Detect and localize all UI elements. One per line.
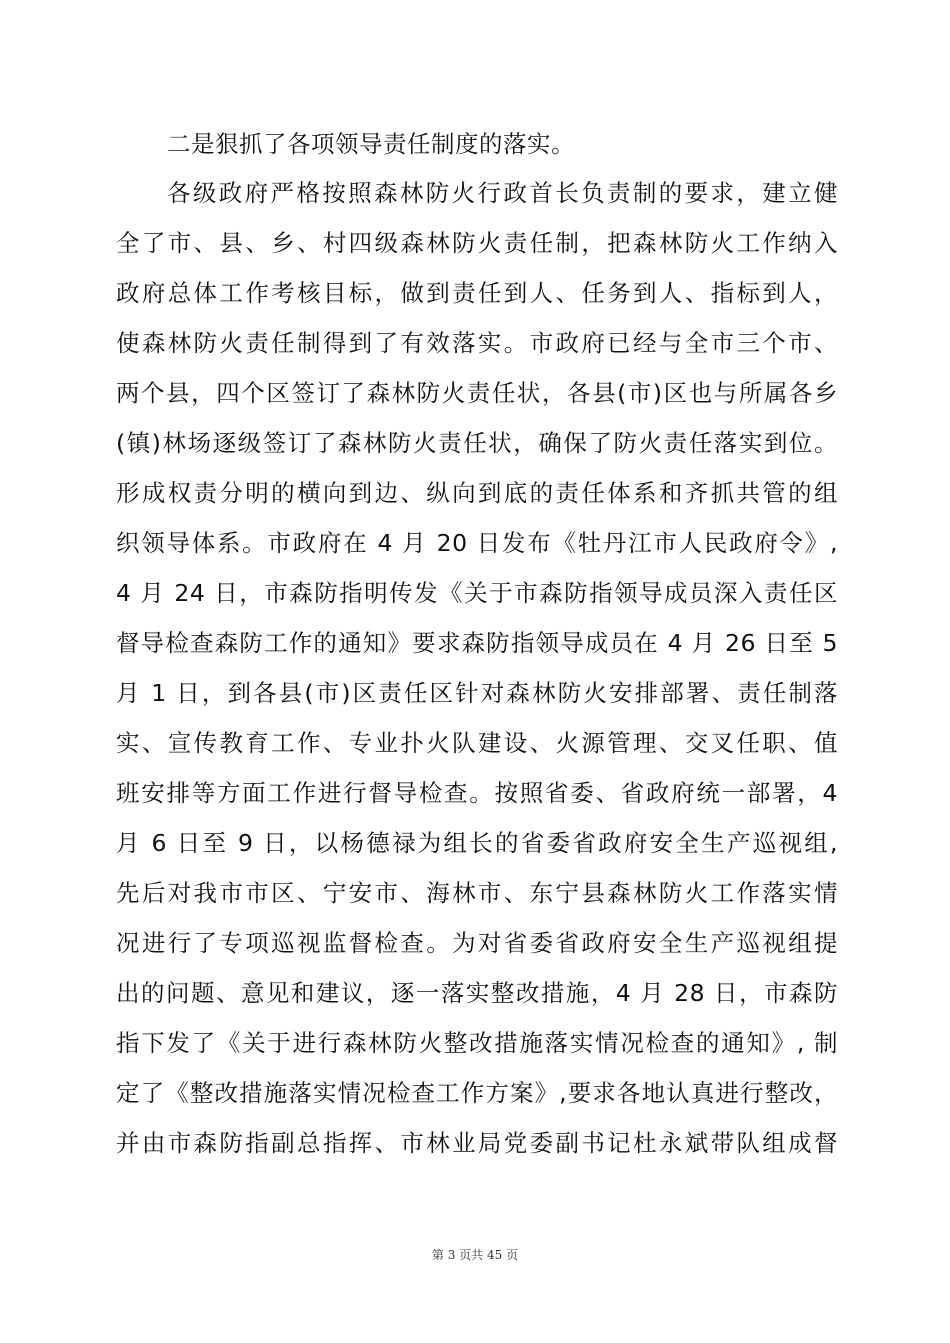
paragraph-line: 使森林防火责任制得到了有效落实。市政府已经与全市三个市、	[116, 329, 838, 357]
paragraph-line: 定了《整改措施落实情况检查工作方案》,要求各地认真进行整改，	[116, 1079, 838, 1107]
paragraph-line: 先后对我市市区、宁安市、海林市、东宁县森林防火工作落实情	[116, 879, 838, 907]
paragraph-line: 织领导体系。市政府在 4 月 20 日发布《牡丹江市人民政府令》,	[116, 529, 838, 557]
section-heading: 二是狠抓了各项领导责任制度的落实。	[167, 130, 575, 158]
paragraph-line: 班安排等方面工作进行督导检查。按照省委、省政府统一部署，4	[116, 779, 838, 807]
paragraph-line: 况进行了专项巡视监督检查。为对省委省政府安全生产巡视组提	[116, 929, 838, 957]
paragraph-line: 月 6 日至 9 日，以杨德禄为组长的省委省政府安全生产巡视组,	[116, 829, 838, 857]
paragraph-line: (镇)林场逐级签订了森林防火责任状，确保了防火责任落实到位。	[116, 429, 838, 457]
paragraph-line: 督导检查森防工作的通知》要求森防指领导成员在 4 月 26 日至 5	[116, 629, 838, 657]
paragraph-line: 两个县，四个区签订了森林防火责任状，各县(市)区也与所属各乡	[116, 379, 838, 407]
paragraph-line: 各级政府严格按照森林防火行政首长负责制的要求，建立健	[167, 179, 838, 207]
paragraph-line: 全了市、县、乡、村四级森林防火责任制，把森林防火工作纳入	[116, 229, 838, 257]
paragraph-line: 形成权责分明的横向到边、纵向到底的责任体系和齐抓共管的组	[116, 479, 838, 507]
paragraph-line: 实、宣传教育工作、专业扑火队建设、火源管理、交叉任职、值	[116, 729, 838, 757]
paragraph-line: 4 月 24 日，市森防指明传发《关于市森防指领导成员深入责任区	[116, 579, 838, 607]
paragraph-line: 指下发了《关于进行森林防火整改措施落实情况检查的通知》, 制	[116, 1029, 838, 1057]
page-number: 第 3 页共 45 页	[431, 1248, 519, 1262]
paragraph-line: 出的问题、意见和建议，逐一落实整改措施，4 月 28 日，市森防	[116, 979, 838, 1007]
paragraph-line: 政府总体工作考核目标，做到责任到人、任务到人、指标到人，	[116, 279, 838, 307]
paragraph-line: 月 1 日，到各县(市)区责任区针对森林防火安排部署、责任制落	[116, 679, 838, 707]
paragraph-line: 并由市森防指副总指挥、市林业局党委副书记杜永斌带队组成督	[116, 1129, 838, 1157]
